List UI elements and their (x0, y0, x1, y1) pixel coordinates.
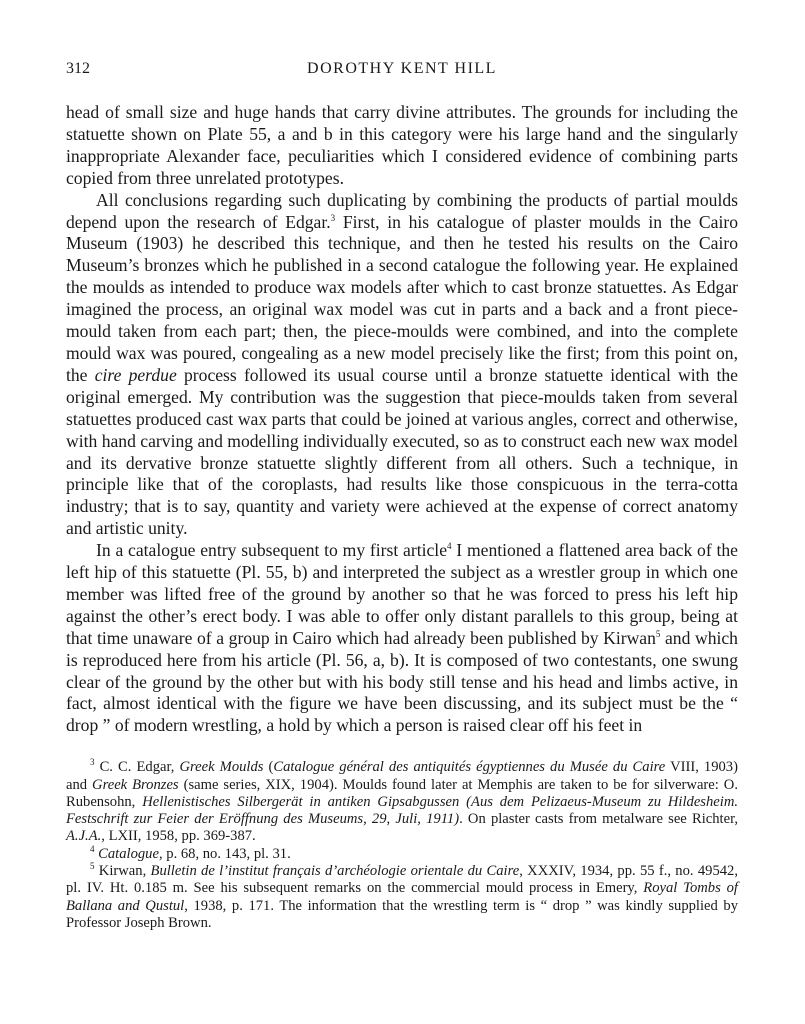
paragraph-2-italic: cire perdue (94, 364, 177, 385)
paragraph-2-text-c: process followed its usual course until a bronze statuette identical with the original emerged. My contribution was the suggestion that piece-moulds taken from several statuettes produced cast wax parts that could be joined at various angles, correct and otherwise, with hand carving and modelling individually executed, so as to construct each new wax model and its dervative bronze statuette slightly different from all others. Such a technique, in principle like that of the coroplasts, had results like those conspicuous in the terra-cotta industry; that is to say, quantity and variety were achieved at the expense of correct anatomy and artistic unity. (66, 364, 738, 539)
footnote-4 (66, 843, 738, 863)
paragraph-1 (66, 102, 738, 190)
footnote-5-text: , 1938, p. 171. The information that the wrestling term is “ drop ” was kindly supplied by Professor Joseph Brown. (66, 897, 738, 931)
footnote-3-text: . On plaster casts from metalware see Richter, (459, 811, 739, 828)
footnote-3-italic: A.J.A. (66, 828, 102, 845)
body-text (66, 102, 738, 737)
footnote-3-text: VIII, 1903) and (66, 759, 738, 793)
paragraph-3-text-a: In a catalogue entry subsequent to my first article (96, 540, 448, 561)
footnotes (66, 759, 738, 932)
paragraph-3 (66, 540, 738, 737)
footnote-5-marker: 5 (90, 861, 95, 872)
page-number: 312 (66, 60, 90, 77)
footnote-3 (66, 759, 738, 845)
footnote-3-italic: Hellenistisches Silbergerät in antiken Gipsabgussen (Aus dem Pelizaeus-Museum zu Hildesheim. Festschrift zur Feier der Eröffnung des Museums, 29, Juli, 1911) (66, 793, 739, 828)
footnote-3-italic: Catalogue général des antiquités égyptiennes du Musée du Caire (273, 759, 666, 776)
paragraph-2 (66, 190, 738, 541)
paragraph-2-text-b: First, in his catalogue of plaster moulds in the Cairo Museum (1903) he described this technique, and then he tested his results on the Cairo Museum’s bronzes which he published in a second catalogue the following year. He explained the moulds as intended to produce wax models after which to cast bronze statuettes. As Edgar imagined the process, an original wax model was cut in parts and a back and a front piece-mould taken from each part; then, the piece-moulds were combined, and into the complete mould wax was poured, congealing as a new model precisely like the first; from this point on, the (66, 211, 739, 385)
paragraph-3-text-b: I mentioned a flattened area back of the left hip of this statuette (Pl. 55, b) and interpreted the subject as a wrestler group in which one member was lifted free of the ground by another so that he was forced to press his left hip against the other’s erect body. I was able to offer only distant parallels to this group, being at that time unaware of a group in Cairo which had already been published by Kirwan (66, 540, 738, 648)
footnote-5-text: Kirwan, (94, 863, 151, 880)
footnote-3-text: , LXII, 1958, pp. 369-387. (101, 828, 256, 845)
footnote-5 (66, 863, 738, 932)
footnote-ref-5: 5 (655, 628, 661, 639)
footnote-3-text: C. C. Edgar, (94, 759, 180, 776)
paragraph-3-text-c: and which is reproduced here from his article (Pl. 56, a, b). It is composed of two contestants, one swung clear of the ground by the other but with his body still tense and his head and limbs active, in fact, almost identical with the figure we have been discussing, and its subject must be the “ drop ” of modern wrestling, a hold by which a person is raised clear off his feet in (66, 627, 738, 736)
paragraph-2-text-a: All conclusions regarding such duplicating by combining the products of partial moulds depend upon the research of Edgar. (66, 189, 738, 232)
footnote-3-marker: 3 (90, 757, 95, 768)
footnote-3-text: ( (263, 759, 274, 776)
footnote-4-italic: Catalogue (98, 845, 159, 862)
paragraph-1-text: head of small size and huge hands that carry divine attributes. The grounds for including the statuette shown on Plate 55, a and b in this category were his large hand and the singularly inappropriate Alexander face, peculiarities which I considered evidence of combining parts copied from three unrelated prototypes. (66, 102, 738, 188)
footnote-4-text: , p. 68, no. 143, pl. 31. (158, 845, 291, 862)
page-header (66, 60, 738, 82)
footnote-5-text: , XXXIV, 1934, pp. 55 f., no. 49542, pl. IV. Ht. 0.185 m. See his subsequent remarks on the commercial mould process in Emery, (66, 863, 738, 897)
footnote-3-italic: Greek Moulds (179, 759, 264, 776)
page (66, 60, 738, 932)
footnote-ref-4: 4 (447, 541, 452, 552)
footnote-5-italic: Royal Tombs of Ballana and Qustul (66, 880, 738, 914)
running-head: DOROTHY KENT HILL (307, 60, 497, 77)
footnote-4-marker: 4 (90, 843, 95, 854)
footnote-3-text: (same series, XIX, 1904). Moulds found later at Memphis are taken to be for silverware: O. Rubensohn, (66, 776, 738, 810)
footnote-ref-3: 3 (330, 212, 336, 223)
footnote-3-italic: Greek Bronzes (92, 776, 179, 793)
footnote-5-italic: Bulletin de l’institut français d’archéologie orientale du Caire (150, 863, 520, 880)
